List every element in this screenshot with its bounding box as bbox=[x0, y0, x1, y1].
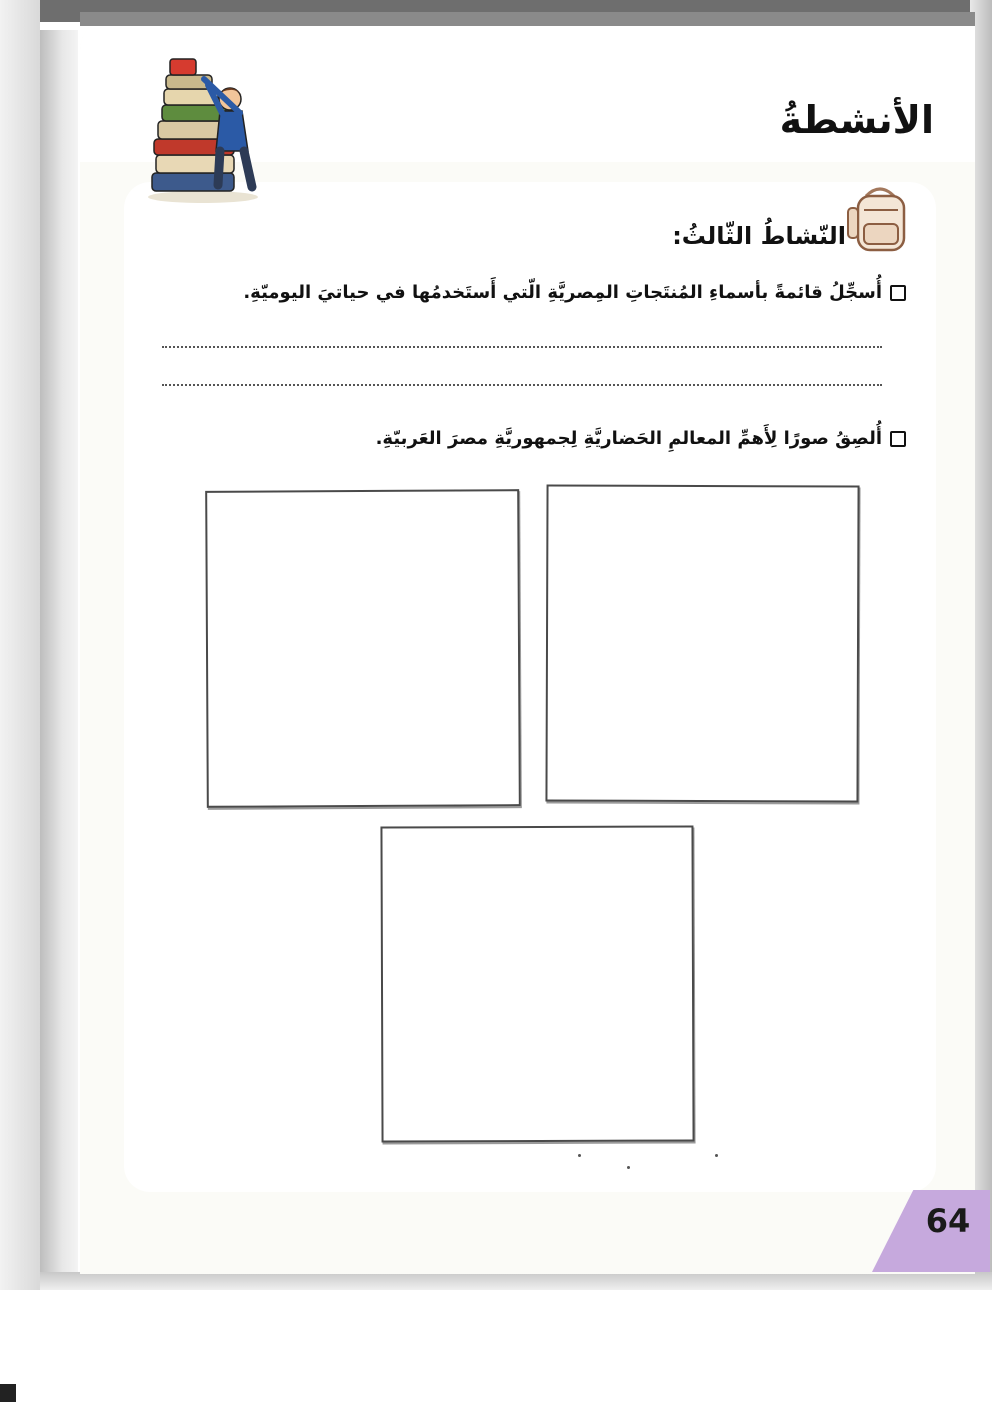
task-text: أُسجِّلُ قائمةً بأسماءِ المُنتَجاتِ المِصريَّةِ الّتي أَستَخدمُها في حياتيَ اليوميّةِ. bbox=[243, 282, 882, 303]
photo-box-2[interactable] bbox=[205, 489, 521, 808]
answer-line[interactable] bbox=[162, 384, 882, 386]
task-text: أُلصِقُ صورًا لِأَهمِّ المعالمِ الحَضاريَّةِ لِجمهوريَّةِ مصرَ العَربيّةِ. bbox=[375, 428, 882, 449]
scan-speck bbox=[578, 1154, 581, 1157]
task-paste-pictures bbox=[376, 428, 906, 449]
scan-speck bbox=[715, 1154, 718, 1157]
school-bag-icon bbox=[842, 180, 918, 256]
photo-box-3[interactable] bbox=[380, 825, 694, 1142]
header-band bbox=[80, 12, 975, 26]
boy-with-books-illustration bbox=[148, 55, 268, 205]
binding-shadow bbox=[40, 30, 78, 1285]
activity-heading: النّشاطُ الثّالثُ: bbox=[672, 222, 846, 250]
page-title: الأنشطةُ bbox=[779, 98, 934, 142]
checkbox-icon[interactable] bbox=[890, 431, 906, 447]
checkbox-icon[interactable] bbox=[890, 285, 906, 301]
answer-line[interactable] bbox=[162, 346, 882, 348]
page-number: 64 bbox=[925, 1202, 971, 1240]
scan-speck bbox=[627, 1166, 630, 1169]
photo-box-1[interactable] bbox=[545, 484, 859, 802]
scan-margin-left bbox=[0, 0, 40, 1290]
scan-artifact bbox=[0, 1384, 16, 1402]
page-bottom-shadow bbox=[40, 1272, 992, 1290]
task-list-products bbox=[243, 282, 906, 303]
